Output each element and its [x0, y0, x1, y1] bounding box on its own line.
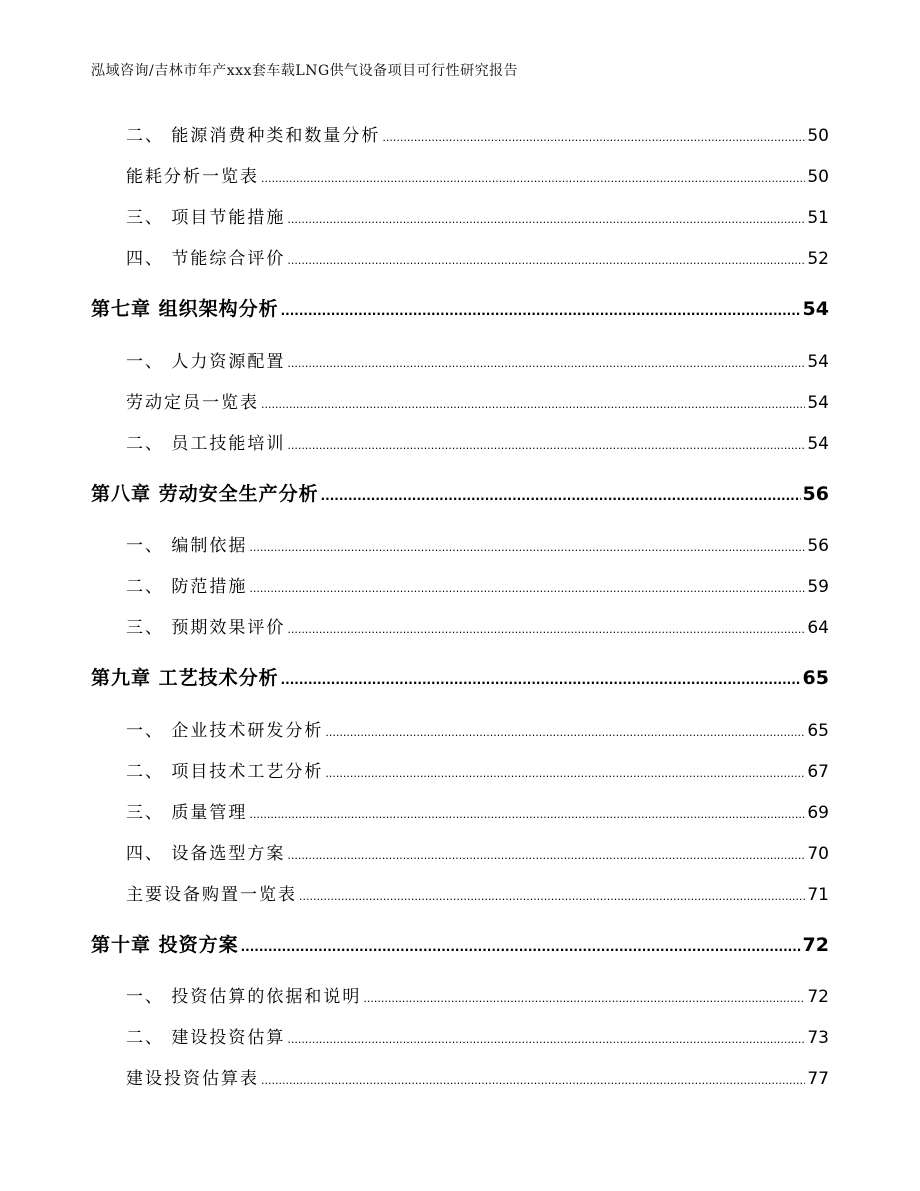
toc-entry-title: 四、 节能综合评价 — [126, 249, 286, 269]
toc-entry-title: 一、 企业技术研发分析 — [126, 721, 324, 741]
toc-entry-page: 69 — [807, 803, 829, 823]
toc-entry[interactable] — [126, 839, 829, 865]
toc-entry[interactable] — [126, 613, 829, 639]
toc-entry-page: 50 — [807, 167, 829, 187]
toc-chapter-title: 第七章 组织架构分析 — [91, 298, 279, 320]
dot-leader — [287, 357, 805, 370]
dot-leader — [249, 808, 805, 821]
toc-entry-page: 65 — [807, 721, 829, 741]
toc-chapter-page: 65 — [802, 667, 829, 689]
toc-entry-page: 50 — [807, 126, 829, 146]
toc-entry-page: 59 — [807, 577, 829, 597]
toc-entry-title: 四、 设备选型方案 — [126, 844, 286, 864]
toc-entry[interactable] — [126, 1064, 829, 1090]
toc-entry[interactable] — [126, 531, 829, 557]
dot-leader — [287, 849, 805, 862]
toc-entry-title: 建设投资估算表 — [126, 1069, 259, 1089]
dot-leader — [325, 726, 805, 739]
toc-entry-page: 77 — [807, 1069, 829, 1089]
dot-leader — [281, 304, 801, 318]
running-header: 泓域咨询/吉林市年产xxx套车载LNG供气设备项目可行性研究报告 — [91, 63, 519, 79]
toc-entry-title: 二、 防范措施 — [126, 577, 248, 597]
dot-leader — [287, 439, 805, 452]
toc-entry-page: 72 — [807, 987, 829, 1007]
toc-entry[interactable] — [126, 429, 829, 455]
toc-entry-title: 二、 项目技术工艺分析 — [126, 762, 324, 782]
toc-entry-page: 71 — [807, 885, 829, 905]
toc-entry-title: 二、 建设投资估算 — [126, 1028, 286, 1048]
toc-entry-title: 能耗分析一览表 — [126, 167, 259, 187]
toc-entry-page: 67 — [807, 762, 829, 782]
toc-entry-page: 51 — [807, 208, 829, 228]
dot-leader — [321, 489, 801, 503]
dot-leader — [261, 398, 805, 411]
toc-chapter-page: 54 — [802, 298, 829, 320]
dot-leader — [287, 623, 805, 636]
toc-entry-page: 73 — [807, 1028, 829, 1048]
toc-entry[interactable] — [126, 572, 829, 598]
toc-entry-title: 一、 编制依据 — [126, 536, 248, 556]
toc-entry[interactable] — [126, 880, 829, 906]
toc-entry-page: 54 — [807, 352, 829, 372]
toc-entry-page: 54 — [807, 434, 829, 454]
dot-leader — [281, 673, 801, 687]
toc-entry-page: 56 — [807, 536, 829, 556]
dot-leader — [241, 940, 801, 954]
toc-entry-title: 一、 投资估算的依据和说明 — [126, 987, 362, 1007]
toc-chapter-page: 72 — [802, 934, 829, 956]
toc-entry[interactable] — [126, 1023, 829, 1049]
dot-leader — [299, 890, 805, 903]
toc-entry[interactable] — [126, 162, 829, 188]
toc-chapter-entry[interactable] — [91, 479, 829, 505]
toc-chapter-entry[interactable] — [91, 930, 829, 956]
toc-entry-title: 劳动定员一览表 — [126, 393, 259, 413]
toc-chapter-title: 第十章 投资方案 — [91, 934, 239, 956]
toc-entry[interactable] — [126, 982, 829, 1008]
toc-entry-page: 52 — [807, 249, 829, 269]
toc-entry[interactable] — [126, 757, 829, 783]
toc-entry-title: 三、 预期效果评价 — [126, 618, 286, 638]
toc-chapter-page: 56 — [802, 483, 829, 505]
dot-leader — [287, 1033, 805, 1046]
toc-entry[interactable] — [126, 716, 829, 742]
toc-entry[interactable] — [126, 388, 829, 414]
dot-leader — [325, 767, 805, 780]
toc-entry-title: 三、 项目节能措施 — [126, 208, 286, 228]
dot-leader — [287, 254, 805, 267]
dot-leader — [249, 582, 805, 595]
dot-leader — [249, 541, 805, 554]
dot-leader — [382, 131, 805, 144]
toc-chapter-entry[interactable] — [91, 294, 829, 320]
toc-chapter-entry[interactable] — [91, 663, 829, 689]
toc-chapter-title: 第八章 劳动安全生产分析 — [91, 483, 319, 505]
dot-leader — [261, 1074, 805, 1087]
toc-entry-title: 主要设备购置一览表 — [126, 885, 297, 905]
toc-entry-title: 二、 员工技能培训 — [126, 434, 286, 454]
toc-entry[interactable] — [126, 798, 829, 824]
toc-entry-page: 54 — [807, 393, 829, 413]
dot-leader — [261, 172, 805, 185]
toc-chapter-title: 第九章 工艺技术分析 — [91, 667, 279, 689]
toc-entry-title: 二、 能源消费种类和数量分析 — [126, 126, 381, 146]
toc-entry-page: 64 — [807, 618, 829, 638]
toc-entry[interactable] — [126, 244, 829, 270]
toc-entry[interactable] — [126, 347, 829, 373]
toc-entry[interactable] — [126, 121, 829, 147]
toc-entry-title: 三、 质量管理 — [126, 803, 248, 823]
dot-leader — [287, 213, 805, 226]
toc-entry-page: 70 — [807, 844, 829, 864]
dot-leader — [363, 992, 805, 1005]
toc-entry-title: 一、 人力资源配置 — [126, 352, 286, 372]
toc-entry[interactable] — [126, 203, 829, 229]
